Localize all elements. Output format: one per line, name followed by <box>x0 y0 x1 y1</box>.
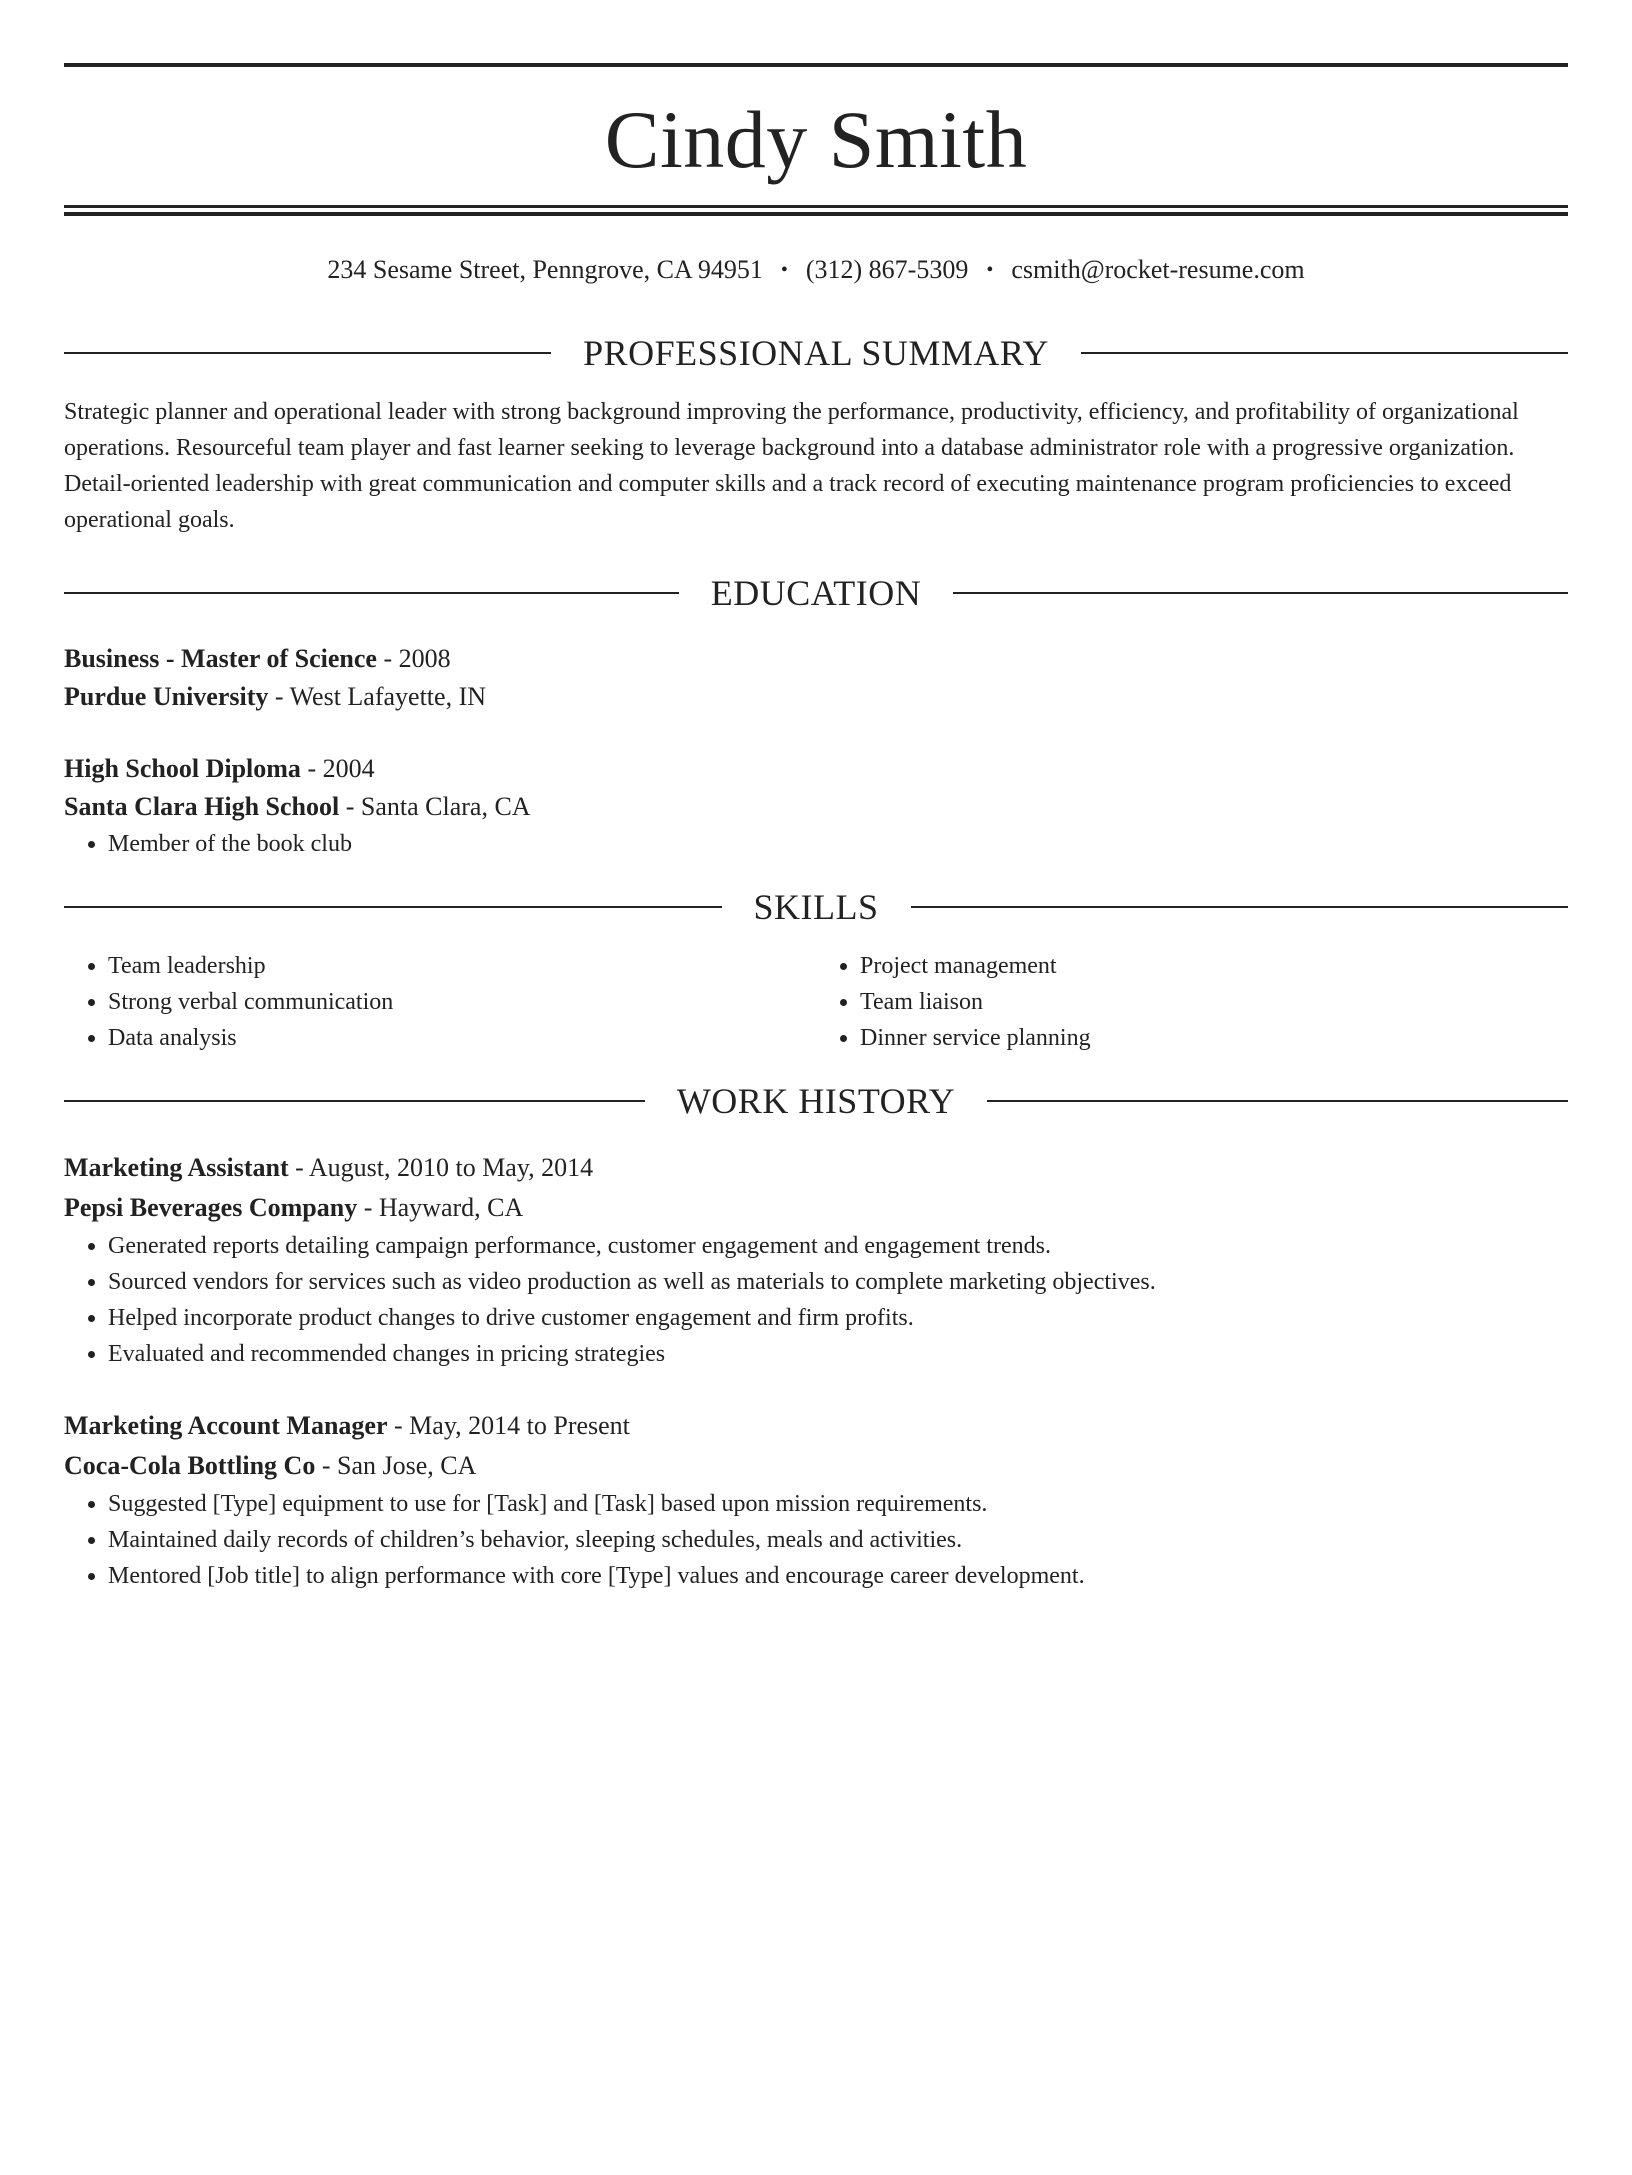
skill-item: • Data analysis <box>108 1020 816 1056</box>
degree-year: - 2004 <box>300 754 375 783</box>
list-item: • Member of the book club <box>108 826 1568 862</box>
degree-name: High School Diploma <box>64 754 301 783</box>
job-company-line <box>64 1446 1568 1486</box>
skills-title: SKILLS <box>753 887 879 927</box>
skill-item: • Team liaison <box>860 984 1568 1020</box>
list-item: • Maintained daily records of children’s behavior, sleeping schedules, meals and activities. <box>108 1522 1568 1558</box>
skill-item: • Dinner service planning <box>860 1020 1568 1056</box>
list-item: • Mentored [Job title] to align performance with core [Type] values and encourage career development. <box>108 1558 1568 1594</box>
skills-grid <box>64 948 1568 1056</box>
phone-text: (312) 867-5309 <box>805 255 969 284</box>
skills-section-heading <box>64 886 1568 928</box>
job-location: - Hayward, CA <box>357 1193 524 1222</box>
school-name: Santa Clara High School <box>64 792 340 821</box>
education-section-heading <box>64 572 1568 614</box>
education-entry <box>64 750 1568 862</box>
list-item: • Sourced vendors for services such as video production as well as materials to complete marketing objectives. <box>108 1264 1568 1300</box>
work-section-heading <box>64 1080 1568 1122</box>
heading-rule-left <box>64 1100 645 1102</box>
job-role-line <box>64 1406 1568 1446</box>
school-location: - Santa Clara, CA <box>339 792 531 821</box>
skills-column-left <box>64 948 816 1056</box>
list-item: • Helped incorporate product changes to drive customer engagement and firm profits. <box>108 1300 1568 1336</box>
candidate-name: Cindy Smith <box>604 94 1028 185</box>
school-line <box>64 678 1568 716</box>
school-line <box>64 788 1568 826</box>
heading-rule-right <box>1081 352 1568 354</box>
heading-rule-right <box>911 906 1569 908</box>
job-role: Marketing Assistant <box>64 1153 289 1182</box>
education-bullets <box>64 826 1568 862</box>
skills-column-right <box>816 948 1568 1056</box>
contact-line <box>64 250 1568 290</box>
job-company-line <box>64 1188 1568 1228</box>
summary-paragraph: Strategic planner and operational leader with strong background improving the performance, productivity, efficiency, and profitability of organizational operations. Resourceful team player and fast learner seeking to leverage background into a database administrator role with a progressive organization. Detail-oriented leadership with great communication and computer skills and a track record of executing maintenance program proficiencies to exceed operational goals. <box>64 399 1519 533</box>
education-title: EDUCATION <box>710 573 922 613</box>
job-dates: - May, 2014 to Present <box>387 1411 630 1440</box>
job-dates: - August, 2010 to May, 2014 <box>288 1153 594 1182</box>
heading-rule-left <box>64 592 679 594</box>
heading-rule-left <box>64 906 722 908</box>
job-company: Pepsi Beverages Company <box>64 1193 358 1222</box>
skill-item: • Team leadership <box>108 948 816 984</box>
list-item: • Suggested [Type] equipment to use for [Task] and [Task] based upon mission requirements. <box>108 1486 1568 1522</box>
heading-rule-left <box>64 352 551 354</box>
separator-dot: • <box>986 258 994 281</box>
degree-line <box>64 750 1568 788</box>
job-entry <box>64 1406 1568 1594</box>
job-role: Marketing Account Manager <box>64 1411 388 1440</box>
work-title: WORK HISTORY <box>676 1081 956 1121</box>
job-bullets <box>64 1228 1568 1372</box>
job-bullets <box>64 1486 1568 1594</box>
address-text: 234 Sesame Street, Penngrove, CA 94951 <box>327 255 763 284</box>
skill-item: • Project management <box>860 948 1568 984</box>
double-rule <box>64 205 1568 216</box>
job-entry <box>64 1148 1568 1372</box>
summary-title: PROFESSIONAL SUMMARY <box>583 333 1049 373</box>
list-item: • Generated reports detailing campaign performance, customer engagement and engagement trends. <box>108 1228 1568 1264</box>
job-role-line <box>64 1148 1568 1188</box>
top-rule <box>64 63 1568 67</box>
heading-rule-right <box>987 1100 1568 1102</box>
resume-page <box>0 63 1632 2175</box>
separator-dot: • <box>780 258 788 281</box>
degree-line <box>64 640 1568 678</box>
school-name: Purdue University <box>64 682 269 711</box>
heading-rule-right <box>953 592 1568 594</box>
education-entry <box>64 640 1568 716</box>
summary-section-heading <box>64 332 1568 374</box>
job-location: - San Jose, CA <box>315 1451 477 1480</box>
degree-year: - 2008 <box>376 644 451 673</box>
school-location: - West Lafayette, IN <box>268 682 487 711</box>
degree-name: Business - Master of Science <box>64 644 377 673</box>
job-company: Coca-Cola Bottling Co <box>64 1451 316 1480</box>
list-item: • Evaluated and recommended changes in pricing strategies <box>108 1336 1568 1372</box>
email-text: csmith@rocket-resume.com <box>1011 255 1305 284</box>
skill-item: • Strong verbal communication <box>108 984 816 1020</box>
